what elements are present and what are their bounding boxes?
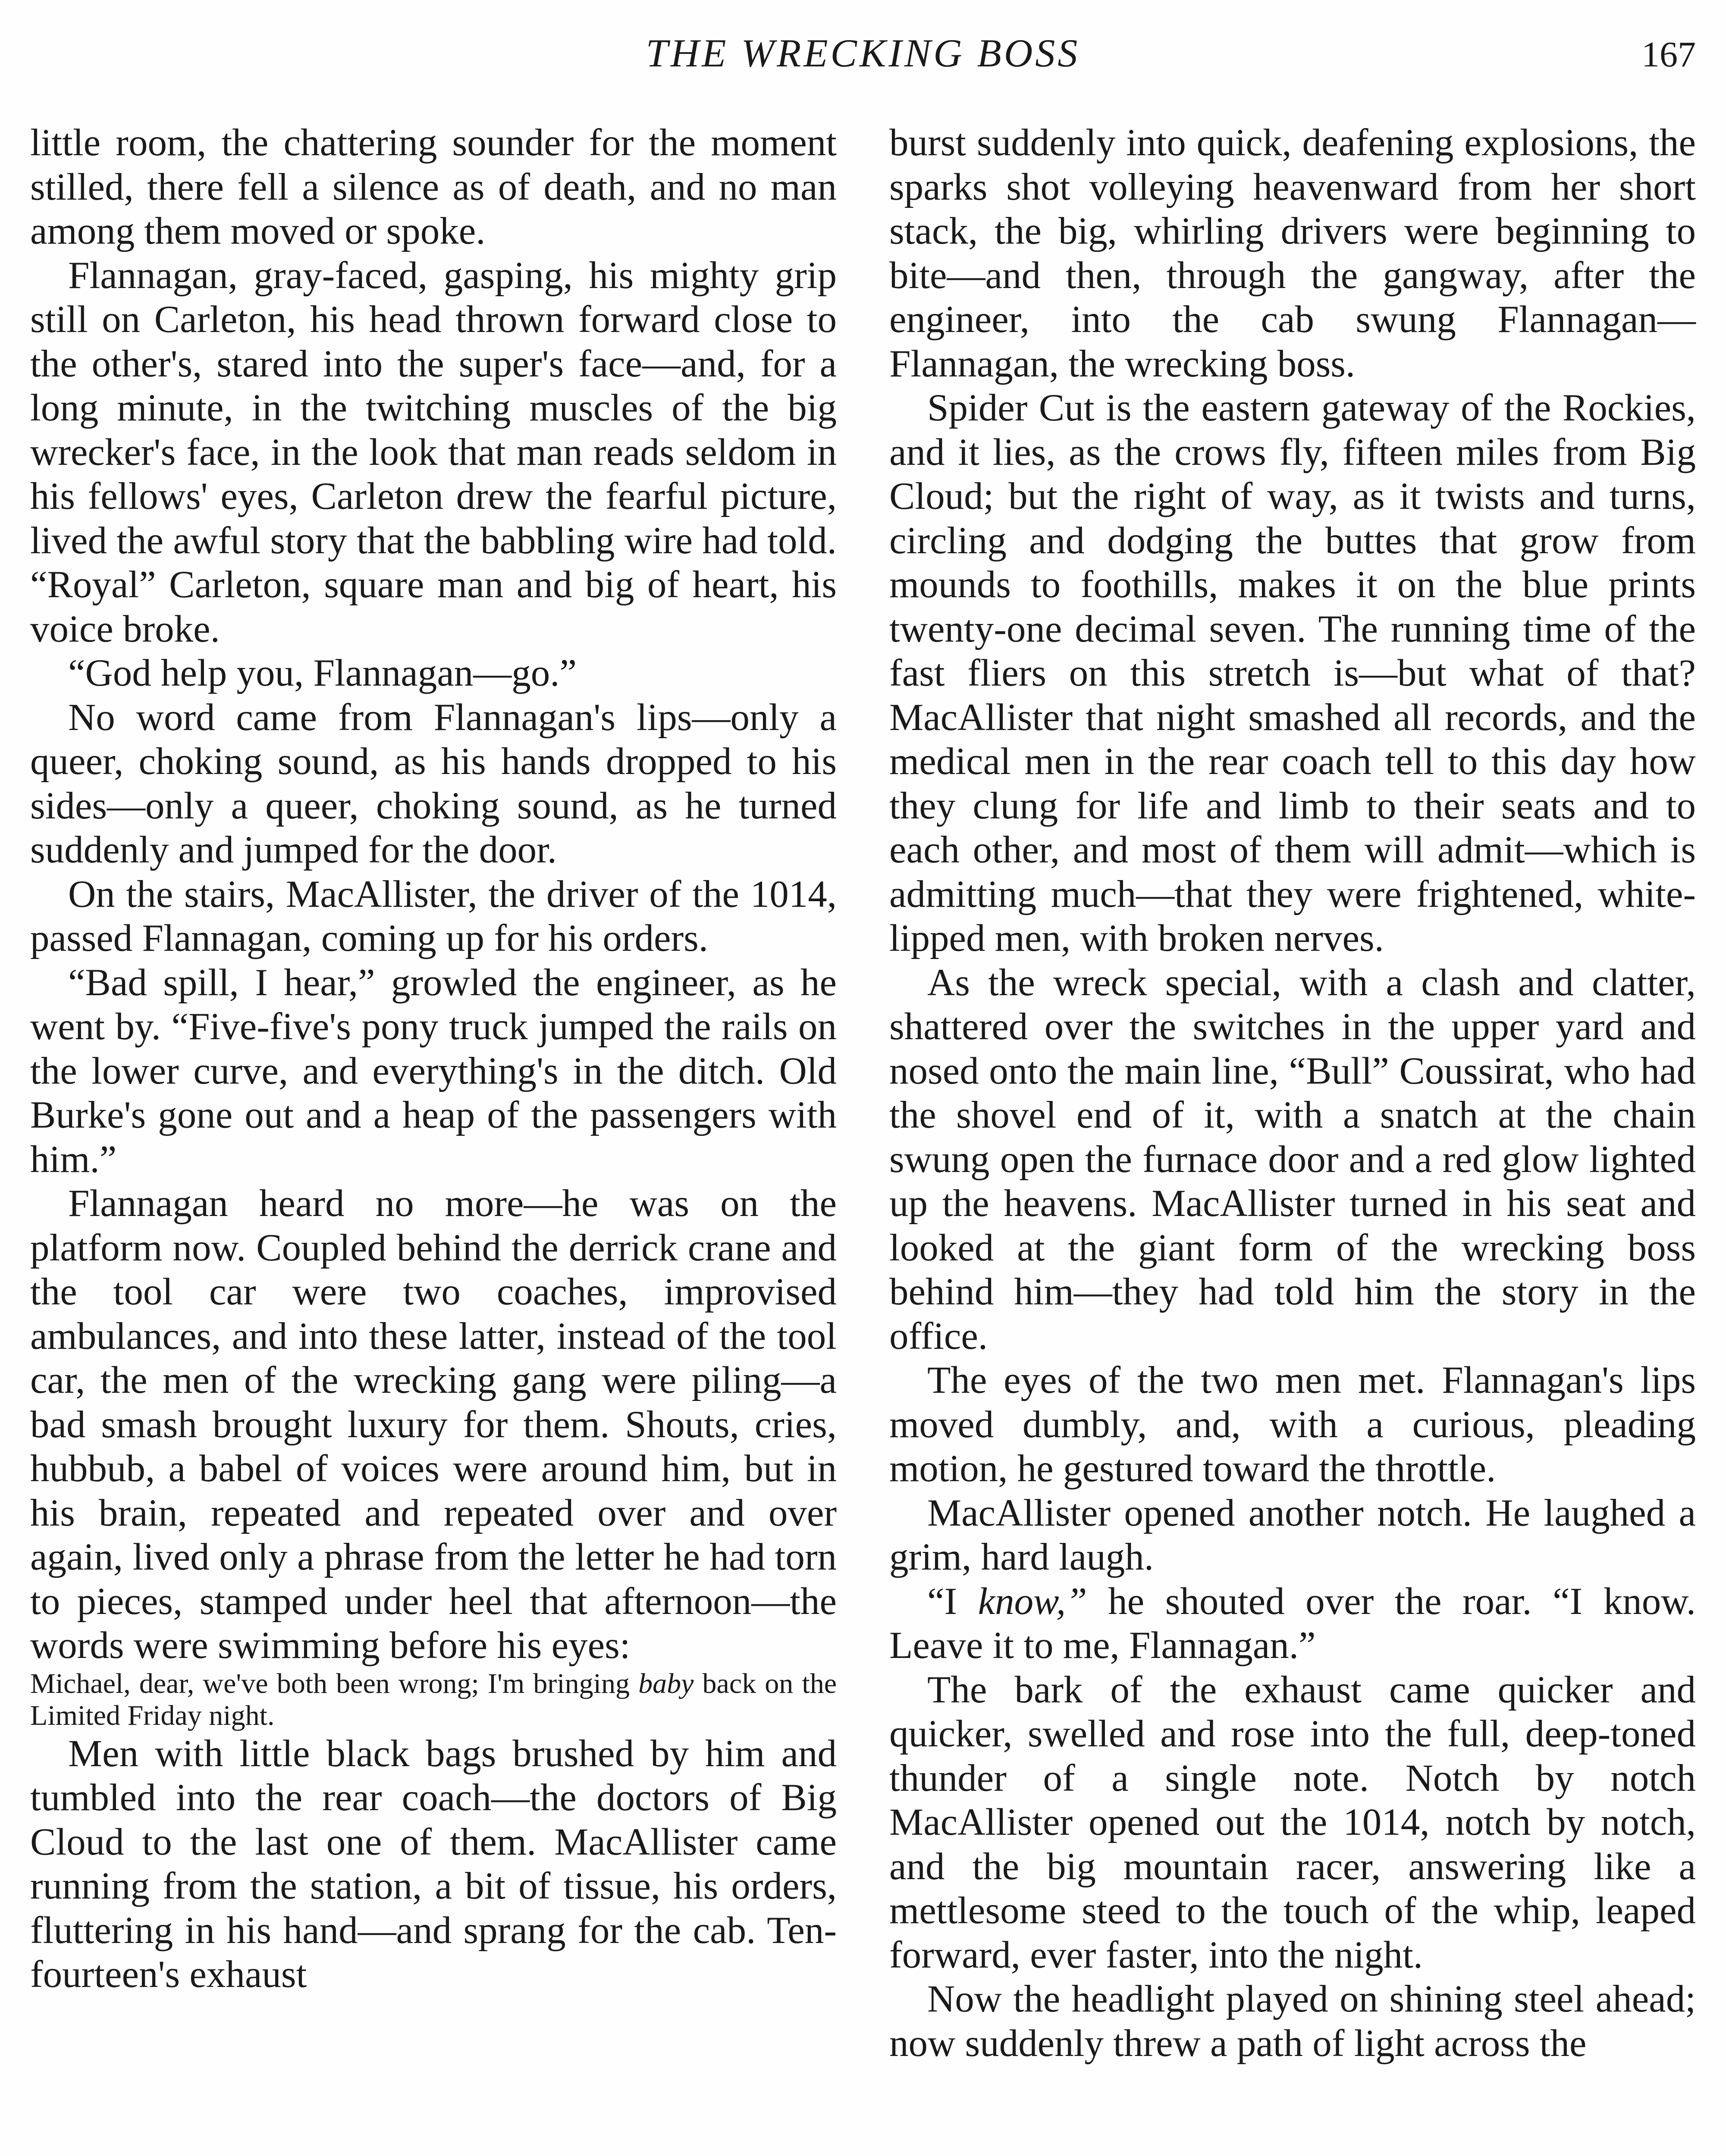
paragraph: little room, the chattering sounder for the moment stilled, there fell a silence as of death, and no man among them moved or spoke. xyxy=(30,122,837,252)
paragraph: Now the headlight played on shining steel ahead; now suddenly threw a path of light across the xyxy=(889,1978,1696,2065)
dialogue-emphasis: know,” xyxy=(978,1580,1087,1623)
letter-text: Michael, dear, we've both been wrong; I'm bringing xyxy=(30,1667,630,1699)
paragraph: “Bad spill, I hear,” growled the engineer, as he went by. “Five-five's pony truck jumped the rails on the lower curve, and everything's in the ditch. Old Burke's gone out and a heap of the passengers with him.” xyxy=(30,961,837,1181)
page-header xyxy=(30,30,1696,91)
left-column xyxy=(30,121,837,1997)
dialogue-text: “I xyxy=(927,1580,957,1623)
letter-text: back on the Limited Friday night. xyxy=(30,1667,837,1731)
paragraph: “God help you, Flannagan—go.” xyxy=(68,652,577,694)
paragraph: Spider Cut is the eastern gateway of the Rockies, and it lies, as the crows fly, fifteen miles from Big Cloud; but the right of way, as it twists and turns, circling and dodging the buttes that grow from mounds to foothills, makes it on the blue prints twenty-one decimal seven. The running time of the fast fliers on this stretch is—but what of that? MacAllister that night smashed all records, and the medical men in the rear coach tell to this day how they clung for life and limb to their seats and to each other, and most of them will admit—which is admitting much—that they were frightened, white-lipped men, with broken nerves. xyxy=(889,387,1696,959)
quoted-letter xyxy=(30,1668,837,1732)
paragraph: Flannagan heard no more—he was on the platform now. Coupled behind the derrick crane and the tool car were two coaches, improvised ambulances, and into these latter, instead of the tool car, the men of the wrecking gang were piling—a bad smash brought luxury for them. Shouts, cries, hubbub, a babel of voices were around him, but in his brain, repeated and repeated over and over again, lived only a phrase from the letter he had torn to pieces, stamped under heel that afternoon—the words were swimming before his eyes: xyxy=(30,1182,837,1667)
right-column xyxy=(889,121,1696,2065)
paragraph: The bark of the exhaust came quicker and quicker, swelled and rose into the full, deep-toned thunder of a single note. Notch by notch MacAllister opened out the 1014, notch by notch, and the big mountain racer, answering like a mettlesome steed to the touch of the whip, leaped forward, ever faster, into the night. xyxy=(889,1668,1696,1976)
paragraph: On the stairs, MacAllister, the driver of the 1014, passed Flannagan, coming up for his orders. xyxy=(30,873,837,959)
paragraph: Flannagan, gray-faced, gasping, his mighty grip still on Carleton, his head thrown forward close to the other's, stared into the super's face—and, for a long minute, in the twitching muscles of the big wrecker's face, in the look that man reads seldom in his fellows' eyes, Carleton drew the fearful picture, lived the awful story that the babbling wire had told. “Royal” Carleton, square man and big of heart, his voice broke. xyxy=(30,254,837,650)
running-title: THE WRECKING BOSS xyxy=(646,31,1080,75)
paragraph: The eyes of the two men met. Flannagan's lips moved dumbly, and, with a curious, pleading motion, he gestured toward the throttle. xyxy=(889,1359,1696,1490)
page-number: 167 xyxy=(1641,34,1696,75)
letter-emphasis: baby xyxy=(638,1667,694,1699)
paragraph: burst suddenly into quick, deafening explosions, the sparks shot volleying heavenward from her short stack, the big, whirling drivers were beginning to bite—and then, through the gangway, after the engineer, into the cab swung Flannagan—Flannagan, the wrecking boss. xyxy=(889,122,1696,385)
dialogue-text: he shouted over the roar. “I know. Leave it to me, Flannagan.” xyxy=(889,1580,1696,1667)
paragraph: As the wreck special, with a clash and clatter, shattered over the switches in the upper yard and nosed onto the main line, “Bull” Coussirat, who had the shovel end of it, with a snatch at the chain swung open the furnace door and a red glow lighted up the heavens. MacAllister turned in his seat and looked at the giant form of the wrecking boss behind him—they had told him the story in the office. xyxy=(889,961,1696,1357)
paragraph: Men with little black bags brushed by him and tumbled into the rear coach—the doctors of Big Cloud to the last one of them. MacAllister came running from the station, a bit of tissue, his orders, fluttering in his hand—and sprang for the cab. Ten-fourteen's exhaust xyxy=(30,1732,837,1996)
paragraph xyxy=(889,1579,1696,1668)
paragraph: MacAllister opened another notch. He laughed a grim, hard laugh. xyxy=(889,1492,1696,1578)
paragraph: No word came from Flannagan's lips—only a queer, choking sound, as his hands dropped to his sides—only a queer, choking sound, as he turned suddenly and jumped for the door. xyxy=(30,696,837,871)
